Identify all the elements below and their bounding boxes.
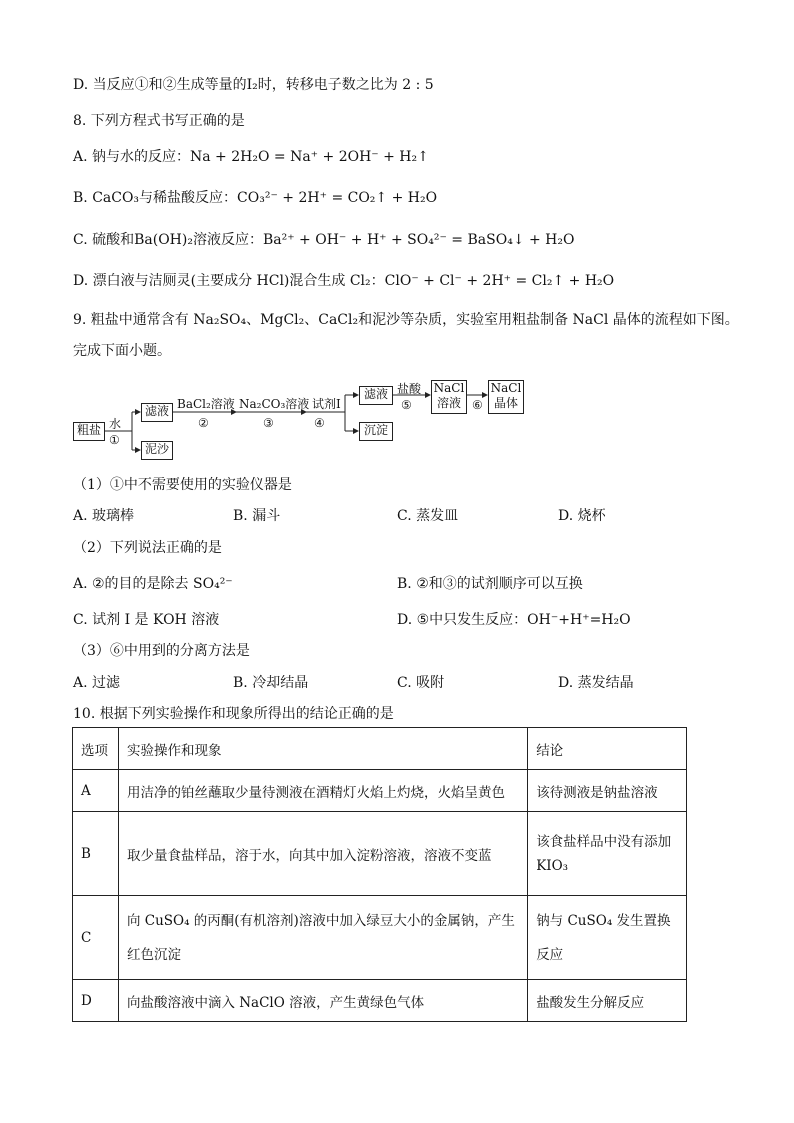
q7-option-d: D. 当反应①和②生成等量的I₂时，转移电子数之比为 2 : 5 — [73, 77, 434, 93]
q9-sub2-option-a: A. ②的目的是除去 SO₄²⁻ — [73, 576, 233, 592]
table-cell: 该食盐样品中没有添加 KIO₃ — [528, 812, 687, 896]
flow-step-6: ⑥ — [472, 398, 483, 412]
flow-crude-salt: 粗盐 — [73, 422, 105, 441]
table-cell: B — [73, 812, 119, 896]
flow-na2co3-label: Na₂CO₃溶液 — [239, 397, 310, 411]
table-cell: 向盐酸溶液中滴入 NaClO 溶液，产生黄绿色气体 — [118, 980, 527, 1022]
flow-hcl-label: 盐酸 — [397, 382, 422, 396]
q9-sub1-option-d: D. 烧杯 — [558, 508, 606, 524]
flow-reagent-label: 试剂I — [312, 397, 341, 411]
flow-nacl-crystal: NaCl 晶体 — [488, 380, 524, 414]
q8-option-a: A. 钠与水的反应：Na + 2H₂O = Na⁺ + 2OH⁻ + H₂↑ — [73, 149, 429, 165]
flowchart — [0, 375, 794, 465]
q9-sub3-option-a: A. 过滤 — [73, 675, 121, 691]
table-cell: 向 CuSO₄ 的丙酮(有机溶剂)溶液中加入绿豆大小的金属钠，产生红色沉淀 — [118, 896, 527, 980]
q10-stem: 10. 根据下列实验操作和现象所得出的结论正确的是 — [73, 706, 394, 722]
q9-sub2-option-b: B. ②和③的试剂顺序可以互换 — [397, 576, 583, 592]
table-cell: 取少量食盐样品，溶于水，向其中加入淀粉溶液，溶液不变蓝 — [118, 812, 527, 896]
flow-step-5: ⑤ — [401, 398, 412, 412]
q9-sub2-option-d: D. ⑤中只发生反应：OH⁻+H⁺=H₂O — [397, 612, 631, 628]
flow-precipitate: 沉淀 — [359, 422, 393, 441]
flow-mud: 泥沙 — [141, 441, 173, 460]
q9-sub1-stem: （1）①中不需要使用的实验仪器是 — [73, 477, 292, 493]
q9-sub2-stem: （2）下列说法正确的是 — [73, 540, 222, 556]
q10-table — [72, 727, 687, 1022]
q9-stem: 9. 粗盐中通常含有 Na₂SO₄、MgCl₂、CaCl₂和泥沙等杂质，实验室用粗盐制备 NaCl 晶体的流程如下图。 — [73, 312, 739, 328]
q9-sub1-option-b: B. 漏斗 — [233, 508, 281, 524]
flow-filtrate-1: 滤液 — [141, 403, 173, 422]
table-cell: D — [73, 980, 119, 1022]
q9-sub1-option-c: C. 蒸发皿 — [397, 508, 459, 524]
q8-stem: 8. 下列方程式书写正确的是 — [73, 113, 245, 129]
table-header-cell: 选项 — [73, 728, 119, 770]
flow-step-4: ④ — [314, 416, 325, 430]
flow-filtrate-2: 滤液 — [359, 386, 393, 405]
table-cell: 该待测液是钠盐溶液 — [528, 770, 687, 812]
table-row — [73, 812, 687, 896]
q9-sub2-option-c: C. 试剂 I 是 KOH 溶液 — [73, 612, 220, 628]
table-row — [73, 770, 687, 812]
q9-sub3-option-b: B. 冷却结晶 — [233, 675, 309, 691]
table-cell: 钠与 CuSO₄ 发生置换反应 — [528, 896, 687, 980]
table-cell: 用洁净的铂丝蘸取少量待测液在酒精灯火焰上灼烧，火焰呈黄色 — [118, 770, 527, 812]
table-row — [73, 896, 687, 980]
q9-sub3-stem: （3）⑥中用到的分离方法是 — [73, 643, 250, 659]
q9-sub3-option-c: C. 吸附 — [397, 675, 445, 691]
q9-sub3-option-d: D. 蒸发结晶 — [558, 675, 634, 691]
flow-bacl2-label: BaCl₂溶液 — [177, 397, 235, 411]
flow-step-3: ③ — [263, 416, 274, 430]
table-cell: C — [73, 896, 119, 980]
flow-water-label: 水 — [109, 417, 122, 431]
table-cell: A — [73, 770, 119, 812]
table-row — [73, 980, 687, 1022]
q9-stem-line2: 完成下面小题。 — [73, 343, 171, 359]
q8-option-c: C. 硫酸和Ba(OH)₂溶液反应：Ba²⁺ + OH⁻ + H⁺ + SO₄²⁻ = BaSO₄↓ + H₂O — [73, 232, 575, 248]
flow-nacl-solution: NaCl 溶液 — [431, 380, 467, 414]
flow-step-1: ① — [109, 433, 120, 447]
q8-option-d: D. 漂白液与洁厕灵(主要成分 HCl)混合生成 Cl₂：ClO⁻ + Cl⁻ + 2H⁺ = Cl₂↑ + H₂O — [73, 273, 615, 289]
table-header-row — [73, 728, 687, 770]
q9-sub1-option-a: A. 玻璃棒 — [73, 508, 135, 524]
table-header-cell: 结论 — [528, 728, 687, 770]
q8-option-b: B. CaCO₃与稀盐酸反应：CO₃²⁻ + 2H⁺ = CO₂↑ + H₂O — [73, 190, 438, 206]
table-cell: 盐酸发生分解反应 — [528, 980, 687, 1022]
table-header-cell: 实验操作和现象 — [118, 728, 527, 770]
flow-step-2: ② — [198, 416, 209, 430]
